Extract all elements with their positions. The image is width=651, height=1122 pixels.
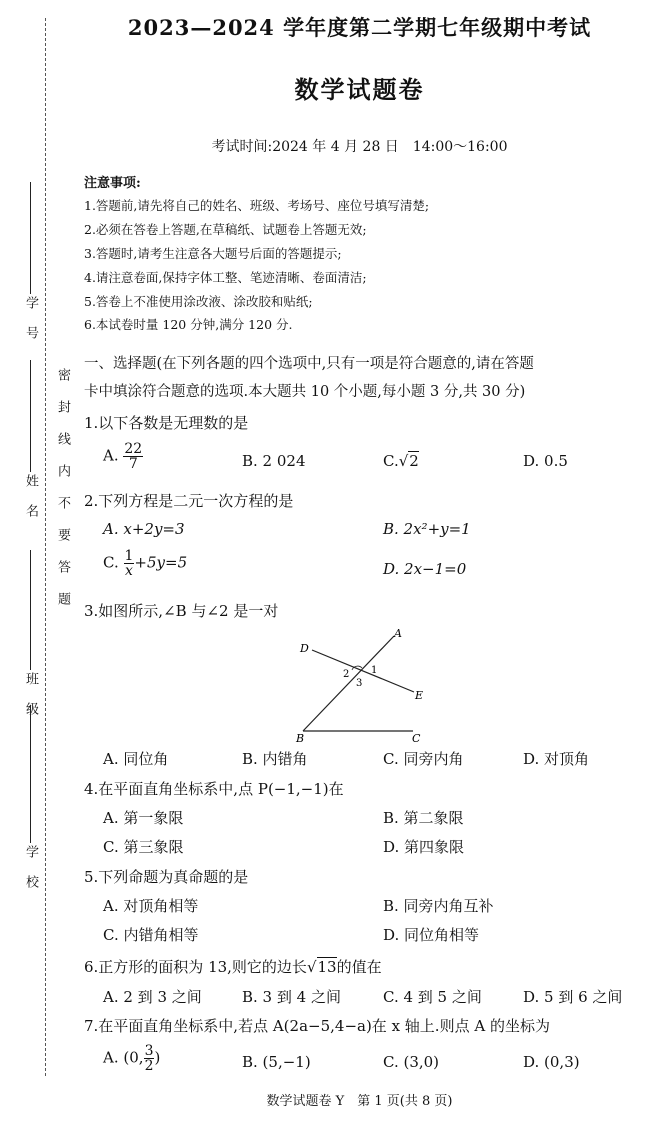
note-item: 2.必须在答卷上答题,在草稿纸、试题卷上答题无效; [84,222,367,237]
radical-sign: √ [398,452,409,470]
fraction [124,549,135,578]
option-letter: C. [383,452,399,470]
angle-label-2: 2 [343,669,350,680]
question-3-option-c[interactable]: C. 同旁内角 [383,750,464,768]
section-heading-line1: 一、选择题(在下列各题的四个选项中,只有一项是符合题意的,请在答题 [84,356,534,372]
section-heading-line2: 卡中填涂符合题意的选项.本大题共 10 个小题,每小题 3 分,共 30 分) [84,384,526,400]
question-1-stem: 1.以下各数是无理数的是 [84,414,249,432]
radicand: 13 [317,958,337,976]
question-2-option-b[interactable]: B. 2x²+y=1 [383,520,471,538]
question-4-option-a[interactable]: A. 第一象限 [103,809,184,827]
seal-warning: 密 封 线 内 不 要 答 题 [55,368,70,608]
angle-label-1: 1 [371,665,378,676]
name-fill-line[interactable] [30,360,31,472]
question-6-option-c[interactable]: C. 4 到 5 之间 [383,988,482,1006]
line-AB [303,636,394,731]
option-letter: C. [103,553,119,572]
coord-close: ) [154,1048,161,1067]
note-item: 6.本试卷时量 120 分钟,满分 120 分. [84,317,293,332]
question-7-option-c[interactable]: C. (3,0) [383,1053,440,1071]
stem-text: 6.正方形的面积为 13,则它的边长 [84,958,307,976]
question-5-option-a[interactable]: A. 对顶角相等 [103,897,199,915]
student-id-label: 学 号 [23,296,38,341]
student-id-fill-line[interactable] [30,182,31,294]
question-5-option-c[interactable]: C. 内错角相等 [103,926,199,944]
question-1-option-b[interactable]: B. 2 024 [242,452,306,470]
question-7-option-d[interactable]: D. (0,3) [523,1053,580,1071]
numerator: 22 [124,441,143,457]
fraction [123,442,143,471]
class-label: 班 级 [23,672,38,717]
radical-sign: √ [306,958,317,976]
label-D: D [300,642,309,655]
numerator: 3 [144,1043,154,1059]
question-1-option-d[interactable]: D. 0.5 [523,452,568,470]
question-7-option-a[interactable] [103,1044,160,1073]
exam-time: 考试时间:2024 年 4 月 28 日 14:00～16:00 [211,139,508,155]
question-2-stem: 2.下列方程是二元一次方程的是 [84,492,294,510]
coord-open: (0, [123,1048,144,1067]
question-6-option-b[interactable]: B. 3 到 4 之间 [242,988,341,1006]
note-item: 4.请注意卷面,保持字体工整、笔迹清晰、卷面清洁; [84,270,367,285]
expression-rest: +5y=5 [134,553,188,572]
question-5-option-d[interactable]: D. 同位角相等 [383,926,480,944]
question-1-option-a[interactable] [103,442,143,471]
label-C: C [412,732,421,745]
question-4-option-d[interactable]: D. 第四象限 [383,838,465,856]
question-2-option-a[interactable]: A. x+2y=3 [103,520,185,538]
stem-text: 的值在 [336,958,382,976]
question-6-option-a[interactable]: A. 2 到 3 之间 [103,988,202,1006]
name-label: 姓 名 [23,474,38,519]
question-2-option-d[interactable]: D. 2x−1=0 [383,560,467,578]
line-DE [312,650,414,692]
angle-label-3: 3 [356,678,363,689]
denominator: 7 [128,456,138,472]
label-A: A [394,627,402,640]
note-item: 1.答题前,请先将自己的姓名、班级、考场号、座位号填写清楚; [84,198,430,213]
question-7-stem: 7.在平面直角坐标系中,若点 A(2a−5,4−a)在 x 轴上.则点 A 的坐标为 [84,1017,550,1035]
option-letter: A. [103,1048,119,1067]
question-1-option-c[interactable] [383,452,419,470]
paper-title: 数学试题卷 [294,75,425,104]
label-B: B [296,732,305,745]
question-3-option-a[interactable]: A. 同位角 [103,750,169,768]
class-fill-line[interactable] [30,550,31,670]
fraction [144,1044,155,1073]
denominator: x [125,563,133,579]
question-2-option-c[interactable] [103,549,187,578]
question-3-figure [290,620,430,745]
question-5-option-b[interactable]: B. 同旁内角互补 [383,897,494,915]
question-6-option-d[interactable]: D. 5 到 6 之间 [523,988,623,1006]
question-6-stem [84,956,382,977]
label-E: E [415,689,424,702]
note-item: 5.答卷上不准使用涂改液、涂改胶和贴纸; [84,294,313,309]
school-label: 学 校 [23,845,38,890]
denominator: 2 [144,1058,154,1074]
question-3-stem: 3.如图所示,∠B 与∠2 是一对 [84,602,279,620]
question-5-stem: 5.下列命题为真命题的是 [84,868,249,886]
notes-heading: 注意事项: [84,176,141,191]
question-4-option-b[interactable]: B. 第二象限 [383,809,464,827]
binding-dashed-line [45,18,46,1076]
question-4-option-c[interactable]: C. 第三象限 [103,838,184,856]
question-4-stem: 4.在平面直角坐标系中,点 P(−1,−1)在 [84,780,344,798]
numerator: 1 [124,548,134,564]
question-3-option-d[interactable]: D. 对顶角 [523,750,590,768]
note-item: 3.答题时,请考生注意各大题号后面的答题提示; [84,246,342,261]
option-letter: A. [103,446,119,465]
page-footer: 数学试题卷 Y 第 1 页(共 8 页) [266,1094,453,1109]
exam-title: 2023—2024 学年度第二学期七年级期中考试 [127,15,592,40]
radicand: 2 [409,452,419,470]
school-fill-line[interactable] [30,705,31,843]
question-3-option-b[interactable]: B. 内错角 [242,750,308,768]
question-7-option-b[interactable]: B. (5,−1) [242,1053,311,1071]
